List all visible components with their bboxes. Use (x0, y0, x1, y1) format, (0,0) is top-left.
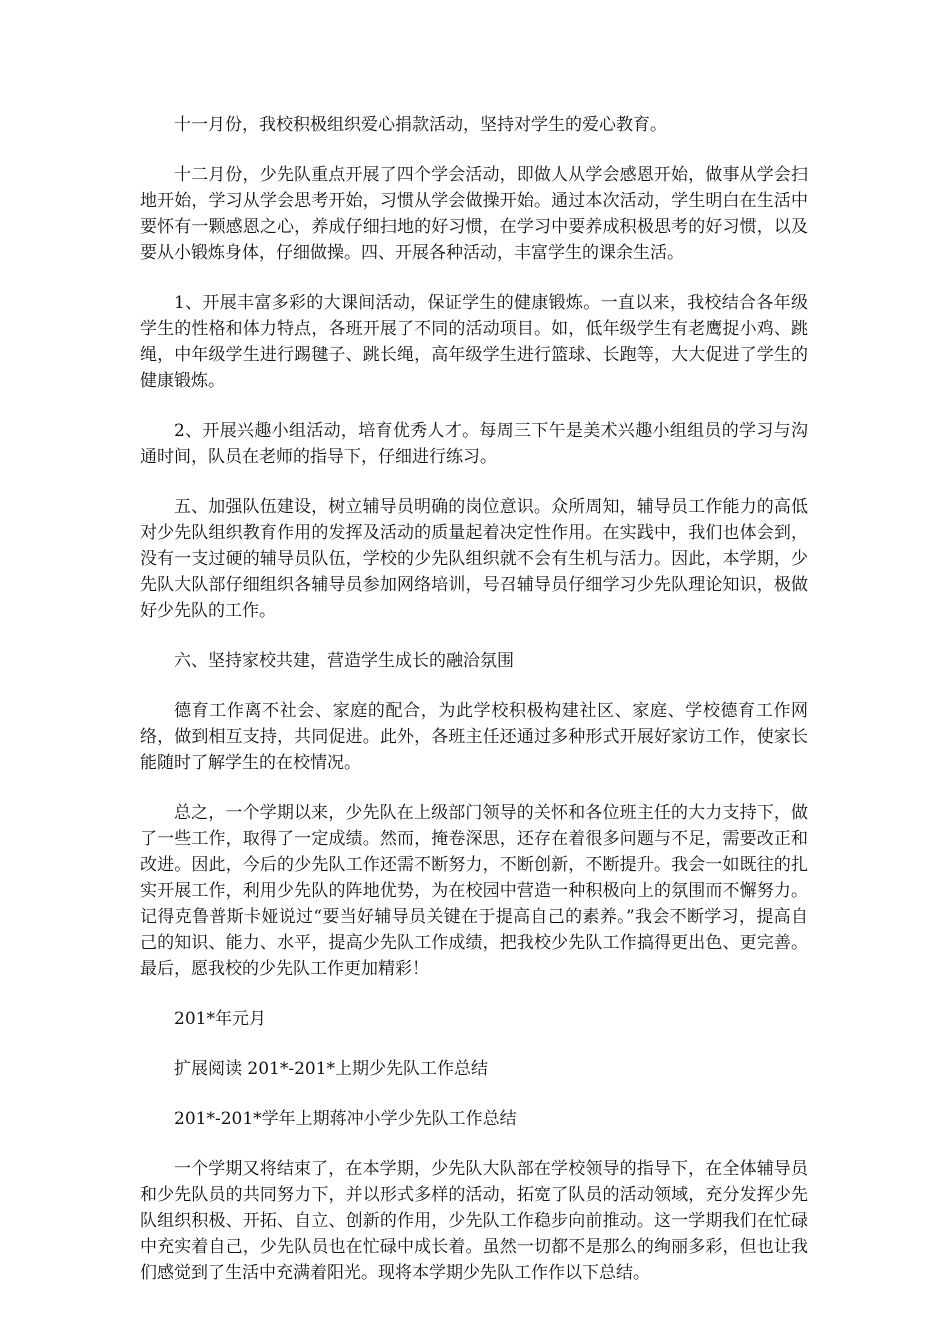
paragraph-summary: 总之，一个学期以来，少先队在上级部门领导的关怀和各位班主任的大力支持下，做了一些工作，取得了一定成绩。然而，掩卷深思，还存在着很多问题与不足，需要改正和改进。因此，今后的少先队工作还需不断努力，不断创新，不断提升。我会一如既往的扎实开展工作，利用少先队的阵地优势，为在校园中营造一种积极向上的氛围而不懈努力。记得克鲁普斯卡娅说过“要当好辅导员关键在于提高自己的素养。”我会不断学习，提高自己的知识、能力、水平，提高少先队工作成绩，把我校少先队工作搞得更出色、更完善。最后，愿我校的少先队工作更加精彩！ (140, 803, 808, 979)
paragraph-december: 十二月份，少先队重点开展了四个学会活动，即做人从学会感恩开始，做事从学会扫地开始，学习从学会思考开始，习惯从学会做操开始。通过本次活动，学生明白在生活中要怀有一颗感恩之心，养成仔细扫地的好习惯，在学习中要养成积极思考的好习惯，以及要从小锻炼身体，仔细做操。四、开展各种活动，丰富学生的课余生活。 (140, 165, 808, 263)
paragraph-date: 201*年元月 (174, 1009, 266, 1029)
document-body (140, 112, 808, 1310)
paragraph-home-school-heading: 六、坚持家校共建，营造学生成长的融洽氛围 (174, 651, 514, 671)
paragraph-report-intro: 一个学期又将结束了，在本学期，少先队大队部在学校领导的指导下，在全体辅导员和少先队员的共同努力下，并以形式多样的活动，拓宽了队员的活动领域，充分发挥少先队组织积极、开拓、自立、创新的作用，少先队工作稳步向前推动。这一学期我们在忙碌中充实着自己，少先队员也在忙碌中成长着。虽然一切都不是那么的绚丽多彩，但也让我们感觉到了生活中充满着阳光。现将本学期少先队工作作以下总结。 (140, 1159, 808, 1283)
paragraph-report-title: 201*-201*学年上期蒋冲小学少先队工作总结 (174, 1109, 517, 1129)
paragraph-moral-education: 德育工作离不社会、家庭的配合，为此学校积极构建社区、家庭、学校德育工作网络，做到相互支持，共同促进。此外，各班主任还通过多种形式开展好家访工作，使家长能随时了解学生的在校情况。 (140, 701, 808, 773)
paragraph-activities-2: 2、开展兴趣小组活动，培育优秀人才。每周三下午是美术兴趣小组组员的学习与沟通时间，队员在老师的指导下，仔细进行练习。 (140, 421, 808, 467)
paragraph-activities-1: 1、开展丰富多彩的大课间活动，保证学生的健康锻炼。一直以来，我校结合各年级学生的性格和体力特点，各班开展了不同的活动项目。如，低年级学生有老鹰捉小鸡、跳绳，中年级学生进行踢毽子、跳长绳，高年级学生进行篮球、长跑等，大大促进了学生的健康锻炼。 (140, 293, 808, 391)
paragraph-team-building: 五、加强队伍建设，树立辅导员明确的岗位意识。众所周知，辅导员工作能力的高低对少先队组织教育作用的发挥及活动的质量起着决定性作用。在实践中，我们也体会到，没有一支过硬的辅导员队伍，学校的少先队组织就不会有生机与活力。因此，本学期，少先队大队部仔细组织各辅导员参加网络培训，号召辅导员仔细学习少先队理论知识，极做好少先队的工作。 (140, 497, 808, 621)
paragraph-november: 十一月份，我校积极组织爱心捐款活动，坚持对学生的爱心教育。 (174, 115, 667, 135)
paragraph-extended-reading: 扩展阅读 201*-201*上期少先队工作总结 (174, 1059, 489, 1079)
